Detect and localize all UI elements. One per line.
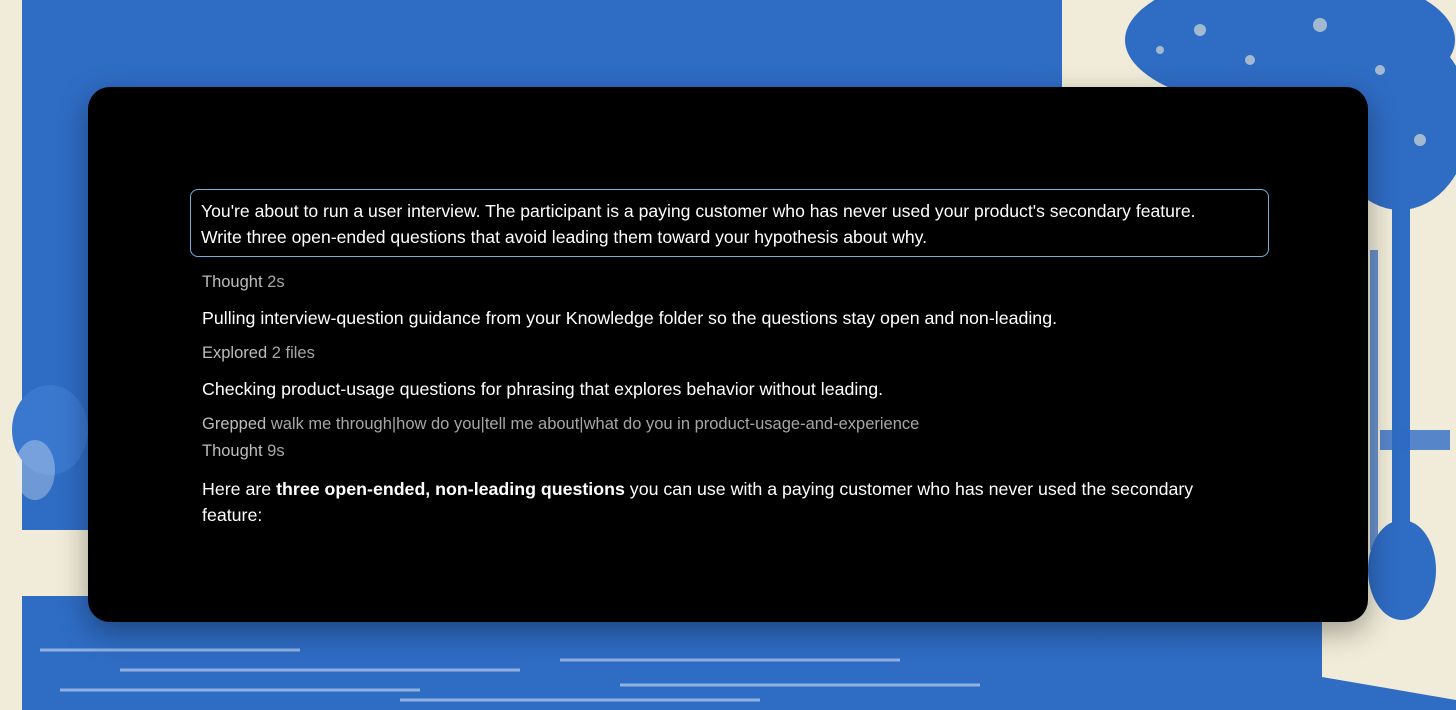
explored-count: 2 files bbox=[271, 344, 315, 362]
chat-panel bbox=[88, 87, 1368, 622]
assistant-message-2: Checking product-usage questions for phrasing that explores behavior without leading. bbox=[202, 379, 884, 399]
thought-step-1[interactable] bbox=[202, 273, 285, 292]
thought-label-2: Thought bbox=[202, 442, 263, 460]
user-prompt-box[interactable] bbox=[190, 189, 1269, 257]
assistant-answer bbox=[202, 477, 1212, 528]
thought-label: Thought bbox=[202, 273, 263, 291]
prompt-line-2: Write three open-ended questions that avoid leading them toward your hypothesis about why. bbox=[201, 226, 928, 247]
answer-bold-phrase: three open-ended, non-leading questions bbox=[276, 479, 625, 499]
thought-duration-2: 9s bbox=[267, 442, 285, 460]
grepped-label: Grepped bbox=[202, 415, 267, 433]
explored-label: Explored bbox=[202, 344, 268, 362]
assistant-message-1: Pulling interview-question guidance from your Knowledge folder so the questions stay open and non-leading. bbox=[202, 308, 1058, 328]
answer-prefix: Here are bbox=[202, 479, 277, 499]
grepped-pattern: walk me through|how do you|tell me about|what do you in product-usage-and-experience bbox=[270, 415, 920, 433]
grepped-step[interactable] bbox=[202, 415, 919, 434]
thought-duration: 2s bbox=[267, 273, 285, 291]
thought-step-2[interactable] bbox=[202, 442, 285, 461]
prompt-line-1: You're about to run a user interview. The participant is a paying customer who has never used your product's secondary feature. bbox=[201, 201, 1196, 221]
answer-suffix: you can use with a paying customer who has never used the secondary feature: bbox=[202, 479, 1194, 525]
explored-step[interactable] bbox=[202, 344, 315, 363]
